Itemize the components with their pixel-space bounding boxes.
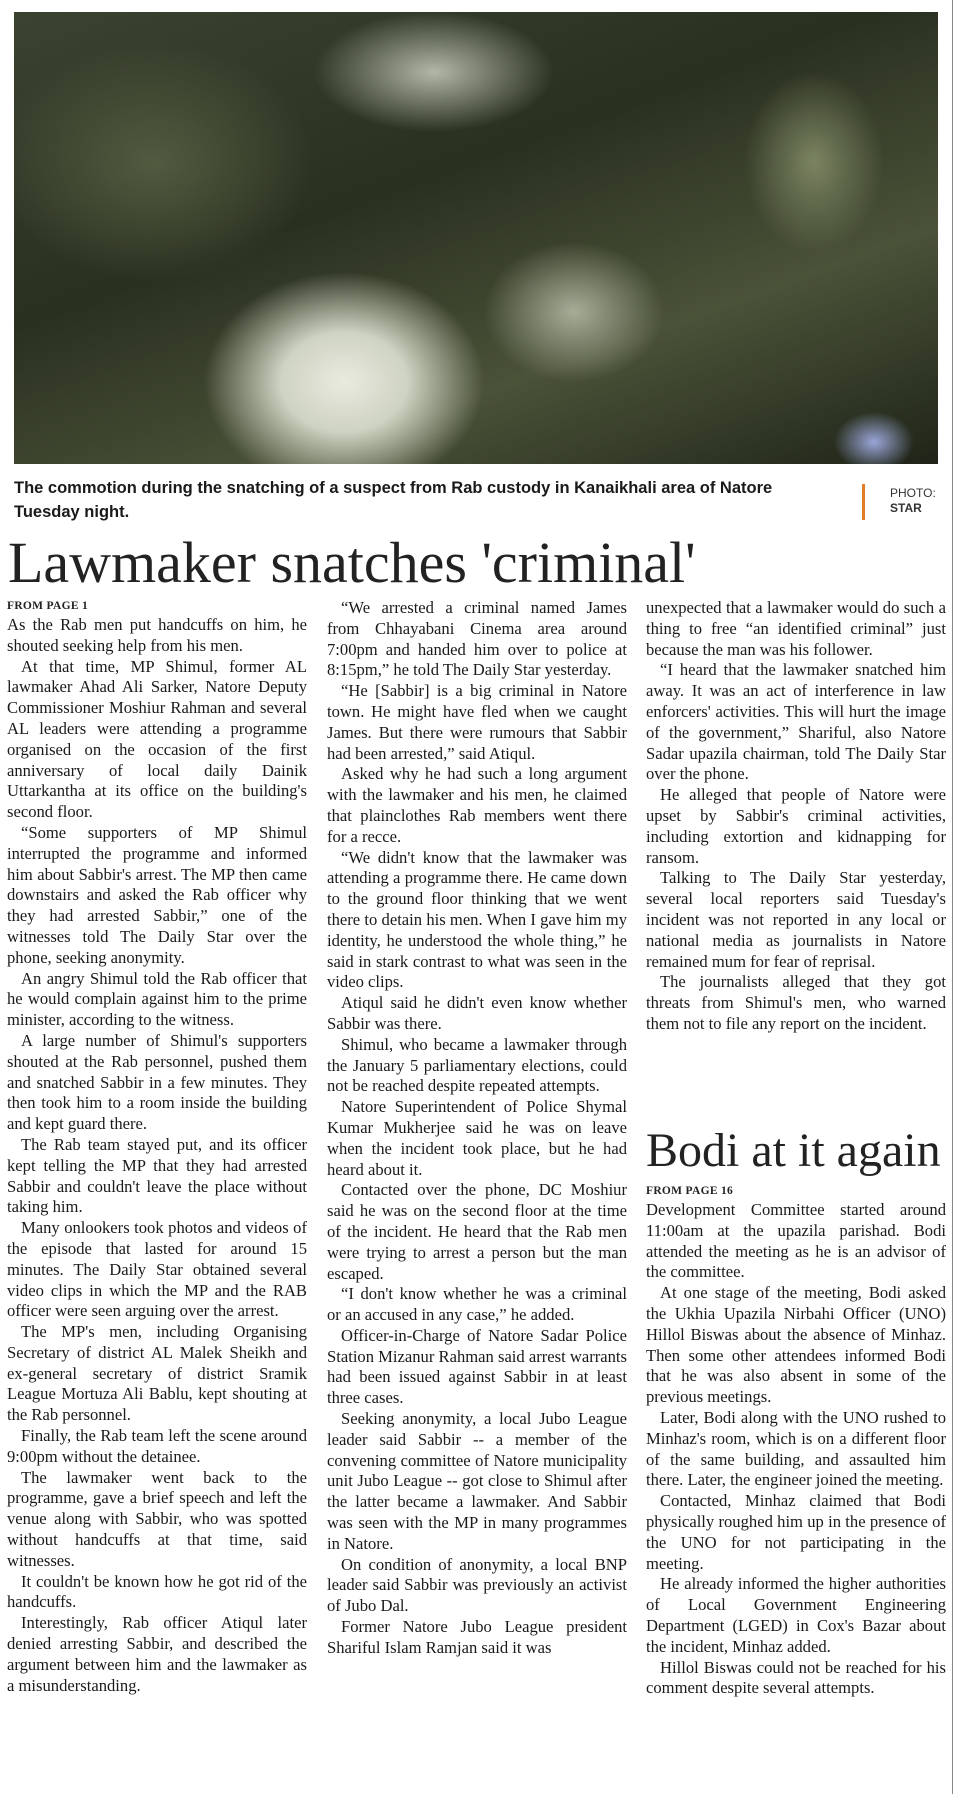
paragraph: “We arrested a criminal named James from Chhayabani Cinema area around 7:00pm and handed him over to police at 8:15pm,” he told The Daily Star yesterday. xyxy=(327,598,627,680)
paragraph: “Some supporters of MP Shimul interrupted the programme and informed him about Sabbir's arrest. The MP then came downstairs and asked the Rab officer why they had arrested Sabbir,” one of the witnesses told The Daily Star over the phone, seeking anonymity. xyxy=(7,822,307,967)
paragraph: Many onlookers took photos and videos of the episode that lasted for around 15 minutes. The Daily Star obtained several video clips in which the MP and the RAB officer were seen arguing over the arrest. xyxy=(7,1218,307,1321)
paragraph: The lawmaker went back to the programme, gave a brief speech and left the venue along with Sabbir, who was spotted without handcuffs at that time, said witnesses. xyxy=(7,1467,307,1570)
paragraph: Former Natore Jubo League president Shariful Islam Ramjan said it was xyxy=(327,1617,627,1657)
paragraph: Interestingly, Rab officer Atiqul later denied arresting Sabbir, and described the argument between him and the lawmaker as a misunderstanding. xyxy=(7,1613,307,1695)
paragraph: At one stage of the meeting, Bodi asked the Ukhia Upazila Nirbahi Officer (UNO) Hillol Biswas about the absence of Minhaz. Then some other attendees informed Bodi that he was also absent in some of the previous meetings. xyxy=(646,1283,946,1407)
paragraph: Development Committee started around 11:00am at the upazila parishad. Bodi attended the meeting as he is an advisor of the committee. xyxy=(646,1200,946,1282)
news-photo xyxy=(14,12,938,464)
article-column-1 xyxy=(7,597,307,1696)
paragraph: Finally, the Rab team left the scene around 9:00pm without the detainee. xyxy=(7,1426,307,1466)
paragraph: Talking to The Daily Star yesterday, several local reporters said Tuesday's incident was not reported in any local or national media as journalists in Natore remained mum for fear of reprisal. xyxy=(646,868,946,971)
paragraph: As the Rab men put handcuffs on him, he shouted seeking help from his men. xyxy=(7,615,307,655)
photo-credit xyxy=(890,486,950,516)
paragraph: The Rab team stayed put, and its officer kept telling the MP that they had arrested Sabbir and couldn't leave the place without taking him. xyxy=(7,1134,307,1217)
second-article-body xyxy=(646,1182,946,1699)
paragraph: Officer-in-Charge of Natore Sadar Police Station Mizanur Rahman said arrest warrants had been issued against Sabbir in at least three cases. xyxy=(327,1325,627,1408)
paragraph: “I don't know whether he was a criminal or an accused in any case,” he added. xyxy=(327,1284,627,1325)
paragraph: Later, Bodi along with the UNO rushed to Minhaz's room, which is on a different floor of the same building, and assaulted him there. Later, the engineer joined the meeting. xyxy=(646,1407,946,1490)
paragraph: unexpected that a lawmaker would do such a thing to free “an identified criminal” just because the man was his follower. xyxy=(646,598,946,659)
second-article-headline: Bodi at it again xyxy=(646,1124,941,1177)
paragraph: Asked why he had such a long argument with the lawmaker and his men, he claimed that plainclothes Rab members went there for a recce. xyxy=(327,764,627,846)
paragraph: Shimul, who became a lawmaker through the January 5 parliamentary elections, could not be reached despite repeated attempts. xyxy=(327,1034,627,1096)
paragraph: Seeking anonymity, a local Jubo League leader said Sabbir -- a member of the convening committee of Natore municipality unit Jubo League -- got close to Shimul after the latter became a lawmaker. And Sabbir was seen with the MP in many programmes in Natore. xyxy=(327,1409,627,1553)
paragraph: A large number of Shimul's supporters shouted at the Rab personnel, pushed them and snatched Sabbir in a few minutes. They then took him to a room inside the building and kept guard there. xyxy=(7,1030,307,1134)
paragraph: “I heard that the lawmaker snatched him away. It was an act of interference in law enforcers' activities. This will hurt the image of the government,” Shariful, also Natore Sadar upazila chairman, told The Daily Star over the phone. xyxy=(646,660,946,784)
column-rule xyxy=(952,0,953,1794)
paragraph: The MP's men, including Organising Secretary of district AL Malek Sheikh and ex-general secretary of district Sramik League Mortuza Ali Bablu, kept shouting at the Rab personnel. xyxy=(7,1322,307,1425)
photo-credit-source: STAR xyxy=(890,501,922,515)
second-article-kicker: FROM PAGE 16 xyxy=(646,1185,734,1197)
paragraph: It couldn't be known how he got rid of the handcuffs. xyxy=(7,1571,307,1612)
credit-accent-bar xyxy=(862,484,865,520)
paragraph: Natore Superintendent of Police Shymal Kumar Mukherjee said he was on leave when the incident took place, but he had heard about it. xyxy=(327,1097,627,1179)
paragraph: He already informed the higher authorities of Local Government Engineering Department (LGED) in Cox's Bazar about the incident, Minhaz added. xyxy=(646,1574,946,1656)
paragraph: He alleged that people of Natore were upset by Sabbir's criminal activities, including extortion and kidnapping for ransom. xyxy=(646,785,946,867)
paragraph: “We didn't know that the lawmaker was attending a programme there. He came down to the ground floor thinking that we went there to detain his men. When I gave him my identity, he understood the whole thing,” he said in stark contrast to what was seen in the video clips. xyxy=(327,847,627,992)
photo-credit-label: PHOTO: xyxy=(890,486,936,500)
paragraph: At that time, MP Shimul, former AL lawmaker Ahad Ali Sarker, Natore Deputy Commissioner Moshiur Rahman and several AL leaders were attending a programme organised on the occasion of the first anniversary of local daily Dainik Uttarkantha at its office on the building's second floor. xyxy=(7,656,307,822)
paragraph: Contacted over the phone, DC Moshiur said he was on the second floor at the time of the incident. He heard that the Rab men were trying to arrest a person but the man escaped. xyxy=(327,1180,627,1283)
paragraph: On condition of anonymity, a local BNP leader said Sabbir was previously an activist of Jubo Dal. xyxy=(327,1554,627,1616)
article-kicker: FROM PAGE 1 xyxy=(7,600,89,612)
photo-caption: The commotion during the snatching of a suspect from Rab custody in Kanaikhali area of Natore Tuesday night. xyxy=(14,479,773,521)
article-headline: Lawmaker snatches 'criminal' xyxy=(8,530,696,595)
paragraph: The journalists alleged that they got threats from Shimul's men, who warned them not to file any report on the incident. xyxy=(646,972,946,1033)
paragraph: Atiqul said he didn't even know whether Sabbir was there. xyxy=(327,993,627,1033)
article-column-2 xyxy=(327,598,627,1659)
paragraph: Contacted, Minhaz claimed that Bodi physically roughed him up in the presence of the UNO for not participating in the meeting. xyxy=(646,1491,946,1573)
paragraph: Hillol Biswas could not be reached for his comment despite several attempts. xyxy=(646,1657,946,1698)
article-column-3 xyxy=(646,598,946,1035)
paragraph: “He [Sabbir] is a big criminal in Natore town. He might have fled when we caught James. But there were rumours that Sabbir had been arrested,” said Atiqul. xyxy=(327,681,627,763)
paragraph: An angry Shimul told the Rab officer that he would complain against him to the prime minister, according to the witness. xyxy=(7,968,307,1030)
